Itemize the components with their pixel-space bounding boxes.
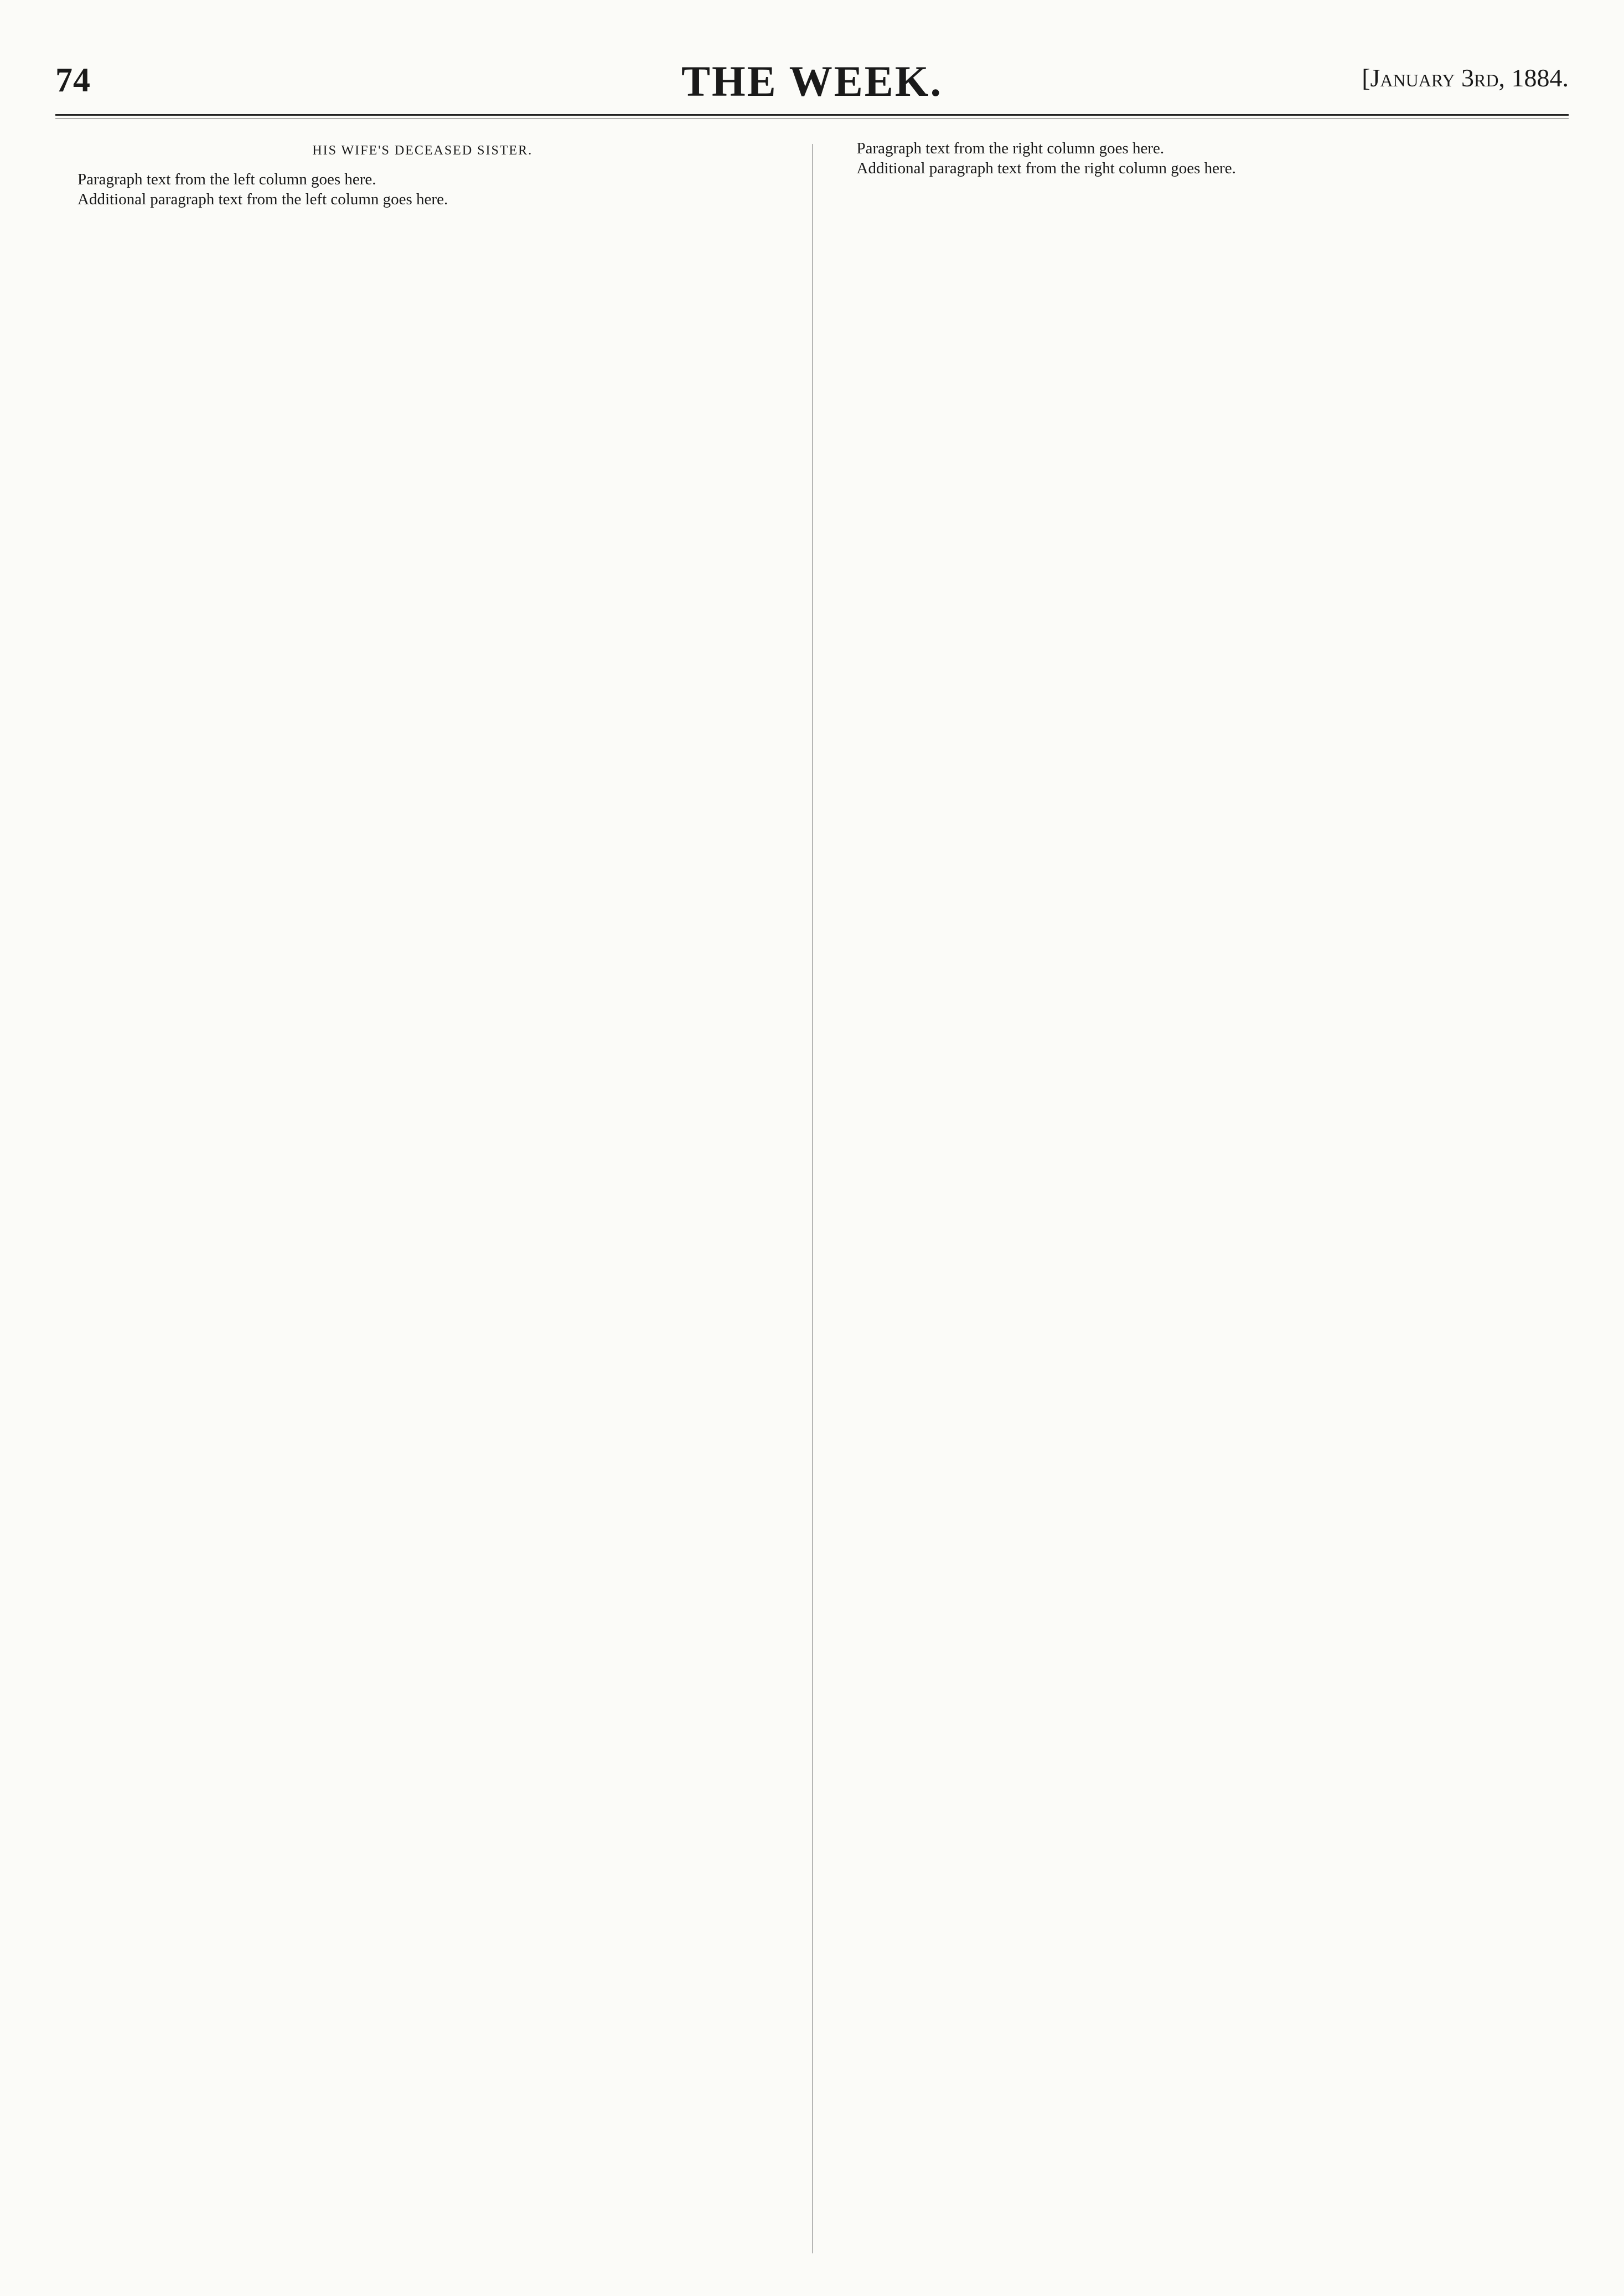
header-rule-thin [55, 118, 1569, 119]
masthead [55, 57, 1569, 122]
paragraph: Additional paragraph text from the right column goes here. [856, 159, 1236, 177]
paragraph: Additional paragraph text from the left column goes here. [77, 190, 448, 208]
article-heading: HIS WIFE'S DECEASED SISTER. [312, 143, 533, 158]
paragraph: Paragraph text from the left column goes here. [77, 171, 376, 188]
newspaper-page [55, 57, 1569, 2253]
journal-title: THE WEEK. [681, 57, 943, 105]
article-columns [55, 138, 1569, 2253]
left-column [55, 138, 790, 2253]
column-divider [812, 144, 813, 2253]
page-number: 74 [55, 61, 91, 99]
right-column [835, 138, 1569, 2253]
paragraph: Paragraph text from the right column goes here. [856, 140, 1165, 157]
issue-date: [January 3rd, 1884. [1362, 64, 1569, 92]
header-rule [55, 114, 1569, 116]
